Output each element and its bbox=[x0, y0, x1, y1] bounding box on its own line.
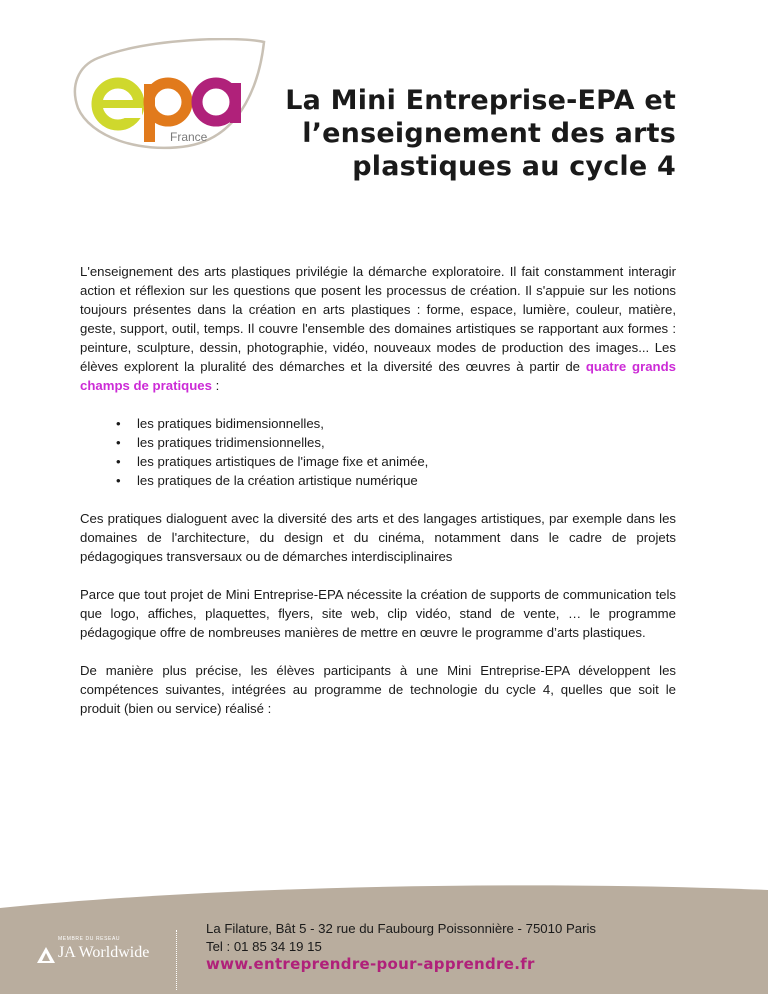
practices-list bbox=[80, 414, 676, 490]
title-line-1: La Mini Entreprise-EPA et bbox=[285, 85, 676, 116]
ja-triangle-icon bbox=[36, 945, 56, 965]
ja-worldwide-logo bbox=[36, 936, 176, 976]
epa-logo bbox=[68, 38, 268, 150]
highlight-text: quatre grands champs de pratiques bbox=[80, 359, 676, 393]
footer-address bbox=[206, 920, 596, 956]
ja-name: JA Worldwide bbox=[58, 944, 150, 961]
paragraph-3: Parce que tout projet de Mini Entreprise-EPA nécessite la création de supports de communication tels que logo, affiches, plaquettes, flyers, site web, clip vidéo, stand de vente, … le programme pédagogique offre de nombreuses manières de mettre en œuvre le programme d’arts plastiques. bbox=[80, 587, 676, 640]
paragraph-4: De manière plus précise, les élèves participants à une Mini Entreprise-EPA développent les compétences suivantes, intégrées au programme de technologie du cycle 4, quelles que soit le produit (bien ou service) réalisé : bbox=[80, 663, 676, 716]
list-item: • les pratiques tridimensionnelles, bbox=[137, 433, 676, 452]
title-line-2: l’enseignement des arts bbox=[302, 118, 676, 149]
logo-subtitle: France bbox=[170, 130, 208, 144]
footer-divider bbox=[176, 930, 179, 990]
document-body bbox=[80, 262, 676, 737]
member-label: MEMBRE DU RESEAU bbox=[58, 936, 121, 942]
website-link[interactable]: www.entreprendre-pour-apprendre.fr bbox=[206, 955, 535, 973]
list-item: • les pratiques de la création artistique numérique bbox=[137, 471, 676, 490]
intro-end: : bbox=[211, 378, 220, 393]
address-line: La Filature, Bât 5 - 32 rue du Faubourg Poissonnière - 75010 Paris bbox=[206, 921, 596, 936]
page-title bbox=[256, 84, 676, 183]
phone-line: Tel : 01 85 34 19 15 bbox=[206, 939, 322, 954]
intro-paragraph bbox=[80, 262, 676, 395]
list-item: • les pratiques artistiques de l'image fixe et animée, bbox=[137, 452, 676, 471]
paragraph-2: Ces pratiques dialoguent avec la diversité des arts et des langages artistiques, par exemple dans les domaines de l'architecture, du design et du cinéma, notamment dans le cadre de projets pédagogiques transversaux ou de démarches interdisciplinaires bbox=[80, 511, 676, 564]
epa-logo-graphic bbox=[68, 38, 268, 150]
title-line-3: plastiques au cycle 4 bbox=[352, 151, 676, 182]
intro-text: L'enseignement des arts plastiques privilégie la démarche exploratoire. Il fait constamment interagir action et réflexion sur les questions que posent les processus de création. Il s'appuie sur les notions toujours présentes dans la création en arts plastiques : forme, espace, lumière, couleur, matière, geste, support, outil, temps. Il couvre l'ensemble des domaines artistiques se rapportant aux formes : peinture, sculpture, dessin, photographie, vidéo, nouveaux modes de production des images... Les élèves explorent la pluralité des démarches et la diversité des œuvres à partir de bbox=[80, 264, 676, 374]
list-item: • les pratiques bidimensionnelles, bbox=[137, 414, 676, 433]
